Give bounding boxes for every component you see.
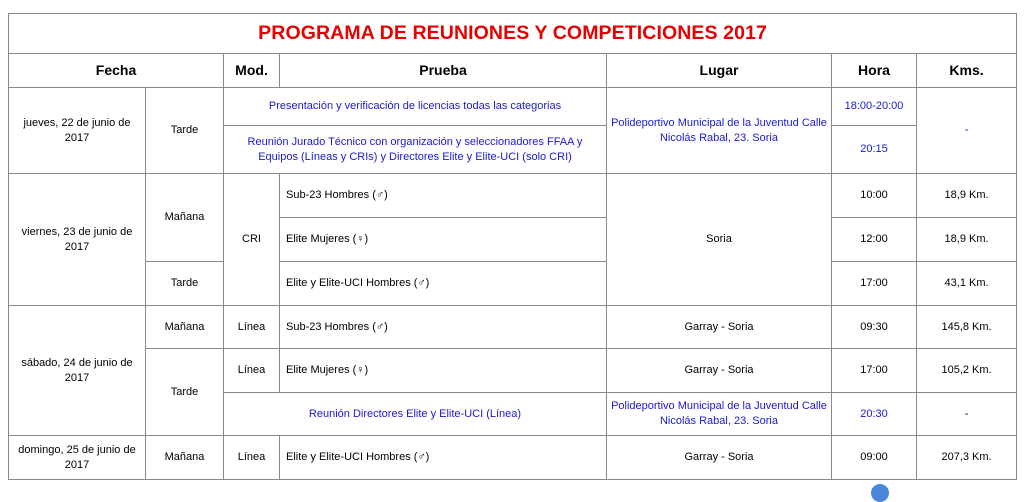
table-row bbox=[9, 306, 1017, 349]
circle-icon bbox=[871, 484, 889, 502]
date-cell: viernes, 23 de junio de 2017 bbox=[9, 174, 146, 306]
header-row bbox=[9, 54, 1017, 88]
header-kms: Kms. bbox=[917, 54, 1017, 88]
page-title: PROGRAMA DE REUNIONES Y COMPETICIONES 2017 bbox=[9, 14, 1017, 54]
time-cell: 09:00 bbox=[832, 436, 917, 480]
time-cell: 17:00 bbox=[832, 349, 917, 393]
place-cell: Garray - Soria bbox=[607, 349, 832, 393]
schedule-table bbox=[8, 13, 1017, 480]
time-cell: 18:00-20:00 bbox=[832, 88, 917, 126]
kms-cell: 18,9 Km. bbox=[917, 218, 1017, 262]
table-row bbox=[9, 349, 1017, 393]
event-cell: Elite Mujeres (♀) bbox=[280, 218, 607, 262]
event-cell: Elite y Elite-UCI Hombres (♂) bbox=[280, 436, 607, 480]
time-cell: 09:30 bbox=[832, 306, 917, 349]
period-cell: Tarde bbox=[146, 349, 224, 436]
time-cell: 10:00 bbox=[832, 174, 917, 218]
date-cell: jueves, 22 de junio de 2017 bbox=[9, 88, 146, 174]
header-hora: Hora bbox=[832, 54, 917, 88]
period-cell: Tarde bbox=[146, 262, 224, 306]
header-lugar: Lugar bbox=[607, 54, 832, 88]
kms-cell: - bbox=[917, 88, 1017, 174]
table-row bbox=[9, 174, 1017, 218]
event-cell: Elite Mujeres (♀) bbox=[280, 349, 607, 393]
time-cell: 20:15 bbox=[832, 126, 917, 174]
place-cell: Polideportivo Municipal de la Juventud Calle Nicolás Rabal, 23. Soria bbox=[607, 88, 832, 174]
table-row bbox=[9, 262, 1017, 306]
time-cell: 20:30 bbox=[832, 393, 917, 436]
event-cell: Elite y Elite-UCI Hombres (♂) bbox=[280, 262, 607, 306]
mod-cell: Línea bbox=[224, 306, 280, 349]
kms-cell: 207,3 Km. bbox=[917, 436, 1017, 480]
event-cell: Reunión Directores Elite y Elite-UCI (Línea) bbox=[224, 393, 607, 436]
period-cell: Mañana bbox=[146, 436, 224, 480]
date-cell: domingo, 25 de junio de 2017 bbox=[9, 436, 146, 480]
kms-cell: 43,1 Km. bbox=[917, 262, 1017, 306]
mod-cell: Línea bbox=[224, 436, 280, 480]
kms-cell: 18,9 Km. bbox=[917, 174, 1017, 218]
kms-cell: 105,2 Km. bbox=[917, 349, 1017, 393]
header-fecha: Fecha bbox=[9, 54, 224, 88]
place-cell: Garray - Soria bbox=[607, 436, 832, 480]
place-cell: Polideportivo Municipal de la Juventud Calle Nicolás Rabal, 23. Soria bbox=[607, 393, 832, 436]
kms-cell: 145,8 Km. bbox=[917, 306, 1017, 349]
date-cell: sábado, 24 de junio de 2017 bbox=[9, 306, 146, 436]
time-cell: 17:00 bbox=[832, 262, 917, 306]
place-cell: Soria bbox=[607, 174, 832, 306]
mod-cell: CRI bbox=[224, 174, 280, 306]
table-row bbox=[9, 436, 1017, 480]
kms-cell: - bbox=[917, 393, 1017, 436]
event-cell: Presentación y verificación de licencias todas las categorias bbox=[224, 88, 607, 126]
header-mod: Mod. bbox=[224, 54, 280, 88]
period-cell: Mañana bbox=[146, 174, 224, 262]
period-cell: Tarde bbox=[146, 88, 224, 174]
event-cell: Sub-23 Hombres (♂) bbox=[280, 174, 607, 218]
event-cell: Reunión Jurado Técnico con organización y seleccionadores FFAA y Equipos (Líneas y CRIs) y Directores Elite y Elite-UCI (solo CRI) bbox=[224, 126, 607, 174]
time-cell: 12:00 bbox=[832, 218, 917, 262]
mod-cell: Línea bbox=[224, 349, 280, 393]
period-cell: Mañana bbox=[146, 306, 224, 349]
place-cell: Garray - Soria bbox=[607, 306, 832, 349]
table-row bbox=[9, 88, 1017, 126]
event-cell: Sub-23 Hombres (♂) bbox=[280, 306, 607, 349]
header-prueba: Prueba bbox=[280, 54, 607, 88]
